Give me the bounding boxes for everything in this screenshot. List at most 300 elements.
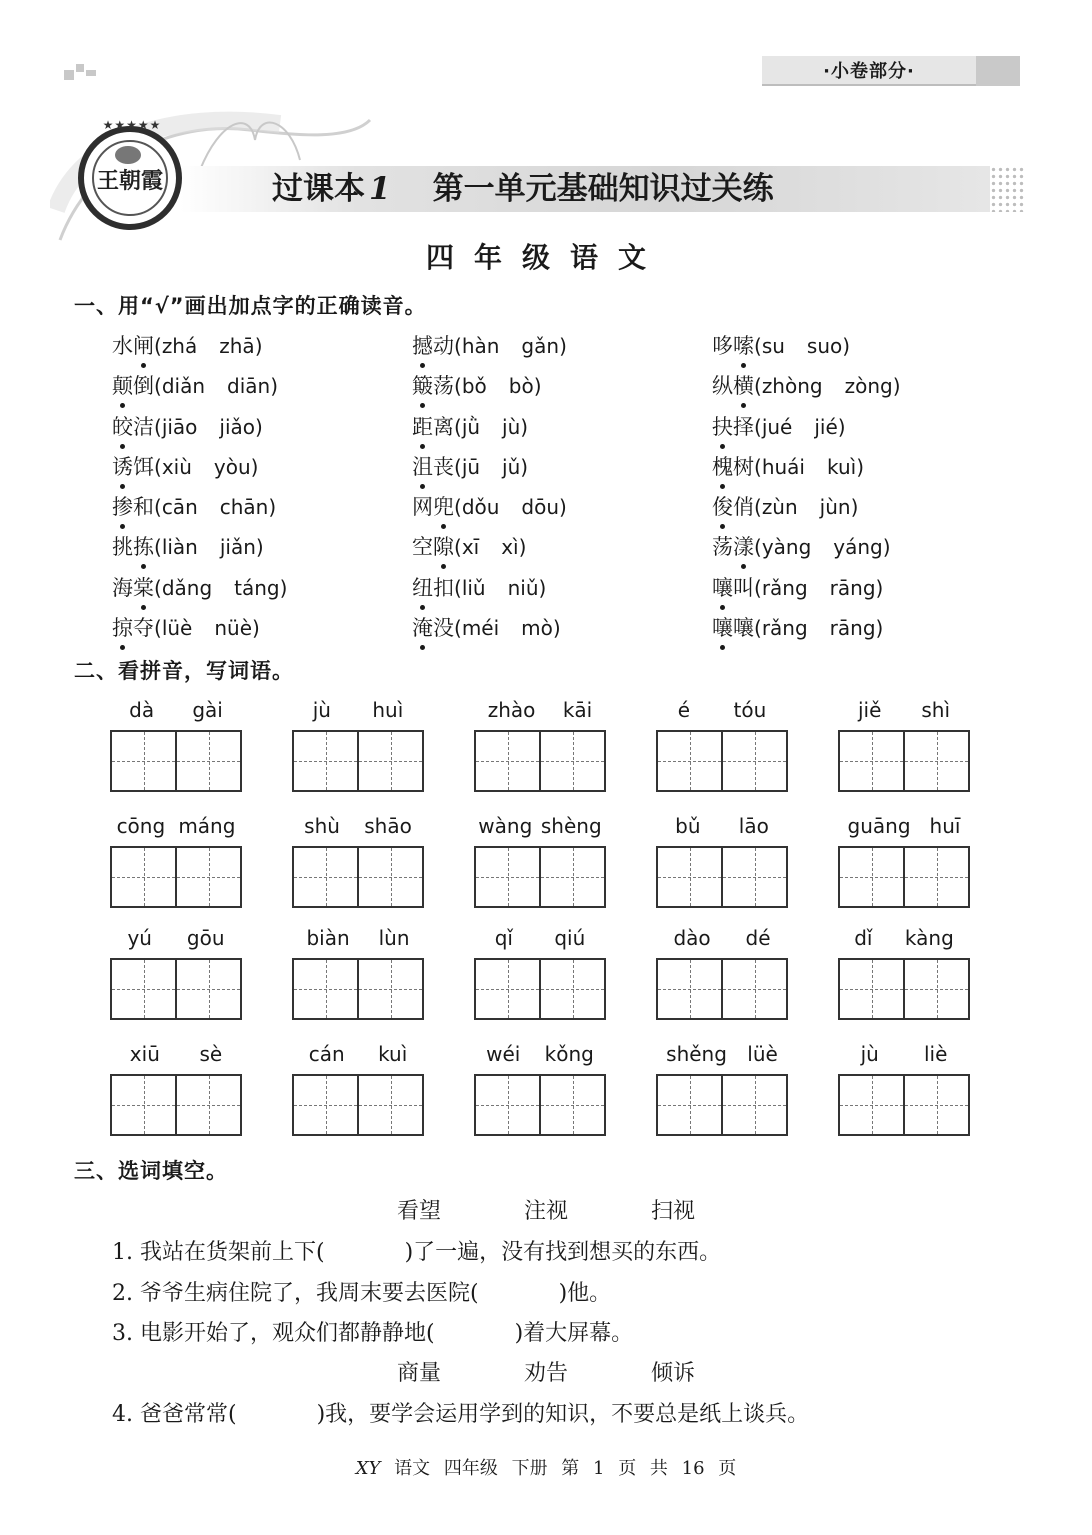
syllable: gài (192, 698, 223, 722)
dotted-char-text: 纽 (412, 575, 433, 600)
pinyin-option-a[interactable]: liǔ (461, 575, 486, 600)
pinyin-options: (dǒu dōu) (454, 495, 567, 519)
dotted-char-text: 槐 (712, 454, 733, 479)
section-tab (762, 56, 1020, 86)
word-prefix: 纵 (712, 374, 733, 399)
writing-cell[interactable] (294, 1076, 357, 1134)
writing-cell[interactable] (357, 848, 422, 906)
page-title (272, 166, 774, 212)
writing-cells (656, 730, 788, 792)
word-pinyin (292, 690, 424, 730)
writing-cells (110, 846, 242, 908)
pinyin-option-b[interactable]: jùn (819, 495, 851, 520)
pinyin-option-b[interactable]: chān (219, 495, 269, 520)
dotted-character (712, 409, 733, 445)
question-4 (112, 1397, 809, 1428)
word-box (838, 1034, 970, 1136)
choice-word: 商量 (396, 1361, 441, 1386)
writing-cell[interactable] (658, 848, 721, 906)
pinyin-option-a[interactable]: jū (461, 454, 481, 479)
emphasis-dot (420, 645, 425, 650)
section1-title: 一、用“√”画出加点字的正确读音。 (74, 294, 427, 318)
writing-cells (656, 846, 788, 908)
word (112, 529, 154, 565)
emphasis-dot (120, 403, 125, 408)
pronunciation-item (412, 570, 712, 610)
pinyin-option-b[interactable]: dōu (521, 495, 560, 520)
pinyin-options: (diǎn diān) (154, 374, 278, 398)
writing-cell[interactable] (658, 1076, 721, 1134)
dotted-character (712, 610, 733, 646)
pronunciation-item (112, 368, 412, 408)
dotted-char-text: 掺 (112, 495, 133, 520)
syllable: jiě (857, 698, 882, 722)
writing-cell[interactable] (658, 960, 721, 1018)
writing-cells (838, 846, 970, 908)
pinyin-options: (su suo) (754, 334, 850, 358)
title-part1: 过课本 (272, 171, 365, 207)
writing-cell[interactable] (539, 1076, 604, 1134)
word-suffix: 和 (133, 495, 154, 520)
pinyin-option-b[interactable]: kuì (826, 454, 857, 479)
word-suffix: 丧 (433, 454, 454, 479)
pronunciation-row (112, 489, 1012, 529)
writing-cell[interactable] (840, 732, 903, 790)
pronunciation-row (112, 409, 1012, 449)
pronunciation-item (712, 368, 1012, 408)
pronunciation-row (112, 368, 1012, 408)
pinyin-option-b[interactable]: zhā (219, 334, 255, 358)
pinyin-options: (lüè nüè) (154, 616, 260, 640)
pinyin-option-a[interactable]: hàn (461, 334, 500, 358)
choice-word: 扫视 (651, 1199, 696, 1224)
word (412, 529, 454, 565)
emphasis-dot (420, 403, 425, 408)
emphasis-dot (720, 605, 725, 610)
syllable: kuì (378, 1042, 408, 1066)
pinyin-option-b[interactable]: bò (508, 374, 534, 399)
writing-cells (474, 846, 606, 908)
pinyin-option-b[interactable]: xì (501, 535, 519, 560)
emphasis-dot (741, 363, 746, 368)
pinyin-option-b[interactable]: rāng (829, 616, 876, 641)
word-pinyin (110, 1034, 242, 1074)
word-box (110, 690, 242, 792)
writing-cell[interactable] (840, 1076, 903, 1134)
dotted-character (412, 570, 433, 606)
question-2-end: )他。 (558, 1281, 612, 1306)
word (112, 328, 154, 364)
page-footer (0, 1454, 1092, 1480)
pinyin-option-a[interactable]: zhá (161, 334, 198, 358)
word-suffix: 夺 (133, 616, 154, 641)
word (712, 570, 754, 606)
syllable: bǔ (675, 814, 701, 838)
pinyin-options: (jū jǔ) (454, 455, 528, 479)
writing-cell[interactable] (903, 1076, 968, 1134)
word (112, 449, 154, 485)
emphasis-dot (741, 564, 746, 569)
word-choices-1 (0, 1194, 1092, 1225)
pronunciation-item (112, 489, 412, 529)
writing-cell[interactable] (294, 732, 357, 790)
syllable: shì (921, 698, 950, 722)
pinyin-option-b[interactable]: yòu (213, 454, 251, 479)
pinyin-option-b[interactable]: yáng (833, 535, 883, 560)
syllable: lüè (747, 1042, 778, 1066)
syllable: sè (199, 1042, 223, 1066)
word (112, 409, 154, 445)
pronunciation-item (412, 328, 712, 368)
writing-cell[interactable] (175, 732, 240, 790)
writing-cell[interactable] (294, 848, 357, 906)
word (412, 610, 454, 646)
writing-cells (110, 1074, 242, 1136)
word-suffix: 没 (433, 616, 454, 641)
word-box (474, 1034, 606, 1136)
pinyin-option-a[interactable]: méi (461, 616, 500, 641)
writing-cell[interactable] (476, 848, 539, 906)
word-suffix: 叫 (733, 575, 754, 600)
syllable: é (677, 698, 691, 722)
word-suffix: 荡 (433, 374, 454, 399)
word-pinyin (838, 690, 970, 730)
pinyin-option-a[interactable]: dǎng (161, 575, 213, 600)
dotted-character (433, 529, 454, 565)
pinyin-option-a[interactable]: lüè (161, 616, 193, 641)
word-box (474, 690, 606, 792)
word-box (292, 1034, 424, 1136)
word-box (656, 806, 788, 908)
dotted-char-text: 嗦 (733, 334, 754, 358)
pinyin-option-a[interactable]: yàng (761, 535, 812, 560)
pinyin-option-b[interactable]: jié (814, 414, 838, 439)
word-pinyin (656, 1034, 788, 1074)
syllable: lùn (378, 926, 410, 950)
decorative-squares (64, 60, 104, 84)
dotted-char-text: 颠 (112, 374, 133, 399)
logo-text: 王朝霞 (96, 168, 163, 194)
pinyin-option-a[interactable]: huái (761, 454, 805, 479)
syllable: dào (673, 926, 711, 950)
syllable: kàng (904, 926, 954, 950)
pronunciation-row (112, 529, 1012, 569)
emphasis-dot (420, 605, 425, 610)
syllable: biàn (306, 926, 350, 950)
syllable: dé (745, 926, 771, 950)
pronunciation-row (112, 328, 1012, 368)
writing-cell[interactable] (476, 732, 539, 790)
word-suffix: 动 (433, 334, 454, 358)
word-pinyin (110, 806, 242, 846)
pinyin-options: (méi mò) (454, 616, 561, 640)
pronunciation-item (412, 368, 712, 408)
word-box (656, 690, 788, 792)
word-box (292, 806, 424, 908)
pinyin-option-a[interactable]: dǒu (461, 495, 500, 520)
word (712, 449, 754, 485)
pinyin-option-b[interactable]: nüè (214, 616, 253, 641)
syllable: dǐ (854, 926, 873, 950)
syllable: gōu (186, 926, 225, 950)
dotted-char-text: 簸 (412, 374, 433, 399)
page-subtitle: 四年级语文 (425, 241, 666, 274)
syllable: qiú (554, 926, 586, 950)
pinyin-option-a[interactable]: rǎng (761, 616, 808, 641)
syllable: guāng (847, 814, 911, 838)
question-2-start: 2. 爷爷生病住院了，我周末要去医院( (112, 1281, 479, 1306)
pinyin-option-b[interactable]: rāng (829, 575, 876, 600)
word-box (838, 806, 970, 908)
emphasis-dot (120, 484, 125, 489)
word-suffix: 倒 (133, 374, 154, 399)
dotted-char-text: 横 (733, 374, 754, 399)
word-pinyin (474, 690, 606, 730)
syllable: cōng (116, 814, 166, 838)
emphasis-dot (720, 645, 725, 650)
pronunciation-item (112, 610, 412, 650)
writing-cell[interactable] (357, 960, 422, 1018)
word (412, 449, 454, 485)
writing-cell[interactable] (840, 960, 903, 1018)
pinyin-options: (dǎng táng) (154, 576, 287, 600)
writing-cells (838, 1074, 970, 1136)
writing-cell[interactable] (294, 960, 357, 1018)
pinyin-option-b[interactable]: gǎn (521, 334, 560, 358)
word-pinyin (292, 1034, 424, 1074)
dotted-character (112, 449, 133, 485)
pinyin-options: (xiù yòu) (154, 455, 258, 479)
pinyin-options: (zhòng zòng) (754, 374, 901, 398)
pinyin-options: (rǎng rāng) (754, 576, 883, 600)
writing-cells (474, 958, 606, 1020)
pinyin-option-a[interactable]: cān (161, 495, 198, 520)
word-prefix: 海 (112, 575, 133, 600)
word-prefix: 空 (412, 535, 433, 560)
pinyin-option-b[interactable]: jù (502, 414, 521, 439)
syllable: wàng (478, 814, 533, 838)
word (712, 409, 754, 445)
pinyin-option-b[interactable]: táng (234, 575, 280, 600)
dotted-char-text: 嚷 (712, 575, 733, 600)
pronunciation-item (712, 489, 1012, 529)
pinyin-option-a[interactable]: zùn (761, 495, 798, 520)
pinyin-options: (bǒ bò) (454, 374, 542, 398)
pinyin-option-b[interactable]: diān (227, 374, 271, 399)
title-number: 1 (369, 171, 391, 207)
pinyin-option-a[interactable]: jǜ (461, 414, 481, 439)
emphasis-dot (420, 363, 425, 368)
writing-cell[interactable] (175, 960, 240, 1018)
pronunciation-item (712, 610, 1012, 650)
emphasis-dot (141, 605, 146, 610)
pronunciation-item (412, 489, 712, 529)
question-3 (112, 1316, 633, 1347)
brand-logo (78, 118, 182, 230)
writing-cell[interactable] (539, 732, 604, 790)
word-box (656, 1034, 788, 1136)
word-box (292, 918, 424, 1020)
pinyin-options: (jǜ jù) (454, 415, 528, 439)
writing-cells (292, 1074, 424, 1136)
dotted-character (433, 489, 454, 525)
section2-title: 二、看拼音，写词语。 (74, 659, 294, 683)
writing-cells (110, 958, 242, 1020)
word-box (292, 690, 424, 792)
writing-cell[interactable] (721, 960, 786, 1018)
question-1-end: )了一遍，没有找到想买的东西。 (404, 1240, 722, 1265)
writing-cell[interactable] (721, 848, 786, 906)
section3-title: 三、选词填空。 (74, 1159, 228, 1183)
pinyin-option-b[interactable]: niǔ (507, 575, 539, 600)
word-pinyin (110, 918, 242, 958)
word-pinyin (474, 806, 606, 846)
writing-cell[interactable] (539, 960, 604, 1018)
dotted-character (712, 449, 733, 485)
writing-cell[interactable] (357, 732, 422, 790)
writing-cell[interactable] (721, 1076, 786, 1134)
word-pinyin (474, 1034, 606, 1074)
word (412, 409, 454, 445)
writing-cell[interactable] (903, 848, 968, 906)
writing-cells (292, 846, 424, 908)
pronunciation-item (712, 328, 1012, 368)
word (712, 368, 754, 404)
dotted-char-text: 隙 (433, 535, 454, 560)
word-suffix: 洁 (133, 414, 154, 439)
dotted-char-text: 抉 (712, 414, 733, 439)
writing-cell[interactable] (175, 1076, 240, 1134)
writing-cell[interactable] (476, 1076, 539, 1134)
writing-cell[interactable] (357, 1076, 422, 1134)
pinyin-option-b[interactable]: mò (521, 616, 553, 641)
writing-cell[interactable] (112, 848, 175, 906)
section-tab-label: ·小卷部分· (762, 56, 976, 86)
word-box (110, 806, 242, 908)
word-row (110, 806, 970, 908)
writing-cells (474, 730, 606, 792)
dotted-char-text: 掠 (112, 616, 133, 641)
pinyin-option-a[interactable]: zhòng (761, 374, 823, 399)
syllable: qǐ (494, 926, 513, 950)
syllable: máng (178, 814, 236, 838)
writing-cell[interactable] (840, 848, 903, 906)
pinyin-option-a[interactable]: su (761, 334, 785, 358)
dotted-character (733, 529, 754, 565)
writing-cell[interactable] (903, 732, 968, 790)
pinyin-option-b[interactable]: jiǎo (219, 414, 256, 439)
pinyin-option-a[interactable]: xī (461, 535, 480, 560)
dotted-character (412, 368, 433, 404)
pronunciation-item (112, 529, 412, 569)
syllable: yú (127, 926, 152, 950)
writing-cell[interactable] (539, 848, 604, 906)
pinyin-options: (huái kuì) (754, 455, 864, 479)
pinyin-option-a[interactable]: jiāo (161, 414, 198, 439)
dotted-character (412, 610, 433, 646)
word-pinyin (838, 806, 970, 846)
writing-cells (838, 730, 970, 792)
pinyin-option-b[interactable]: suo (806, 334, 843, 358)
writing-cell[interactable] (658, 732, 721, 790)
emphasis-dot (441, 564, 446, 569)
logo-emblem (115, 146, 141, 164)
pinyin-option-b[interactable]: jiǎn (219, 535, 256, 560)
word-choices-2 (0, 1356, 1092, 1387)
writing-cells (292, 958, 424, 1020)
dotted-char-text: 兜 (433, 495, 454, 520)
word-box (474, 806, 606, 908)
pinyin-options: (jué jié) (754, 415, 846, 439)
word-prefix: 网 (412, 495, 433, 520)
pinyin-option-a[interactable]: bǒ (461, 374, 487, 399)
word-suffix: 俏 (733, 495, 754, 520)
pinyin-option-a[interactable]: diǎn (161, 374, 205, 399)
emphasis-dot (141, 564, 146, 569)
pronunciation-item (112, 328, 412, 368)
pinyin-option-a[interactable]: liàn (161, 535, 198, 560)
choice-word: 注视 (523, 1199, 568, 1224)
dotted-character (412, 328, 433, 364)
pronunciation-item (412, 449, 712, 489)
pinyin-option-a[interactable]: rǎng (761, 575, 808, 600)
writing-cells (838, 958, 970, 1020)
writing-cell[interactable] (112, 732, 175, 790)
word-prefix: 荡 (712, 535, 733, 560)
pinyin-option-b[interactable]: jǔ (502, 454, 521, 479)
writing-cell[interactable] (476, 960, 539, 1018)
emphasis-dot (720, 444, 725, 449)
dotted-character (112, 610, 133, 646)
emphasis-dot (120, 524, 125, 529)
emphasis-dot (141, 363, 146, 368)
writing-cell[interactable] (112, 1076, 175, 1134)
writing-cell[interactable] (175, 848, 240, 906)
word-box (838, 690, 970, 792)
syllable: zhào (487, 698, 536, 722)
pinyin-options: (liǔ niǔ) (454, 576, 546, 600)
dotted-char-text: 闸 (133, 334, 154, 358)
pinyin-option-a[interactable]: xiù (161, 454, 192, 479)
word (712, 489, 754, 525)
choice-word: 劝告 (523, 1361, 568, 1386)
writing-cell[interactable] (903, 960, 968, 1018)
dotted-char-text: 嚷 (712, 616, 733, 641)
word-pinyin (838, 918, 970, 958)
pronunciation-list (112, 328, 1012, 650)
pinyin-option-b[interactable]: zòng (844, 374, 893, 399)
pinyin-options: (liàn jiǎn) (154, 535, 264, 559)
dotted-char-text: 淹 (412, 616, 433, 641)
dotted-char-text: 距 (412, 414, 433, 439)
writing-cell[interactable] (112, 960, 175, 1018)
syllable: tóu (733, 698, 767, 722)
pronunciation-row (112, 570, 1012, 610)
dotted-character (133, 328, 154, 364)
word-prefix: 哆 (712, 334, 733, 358)
question-3-start: 3. 电影开始了，观众们都静静地( (112, 1321, 435, 1346)
writing-cell[interactable] (721, 732, 786, 790)
dotted-character (733, 328, 754, 364)
pinyin-option-a[interactable]: jué (761, 414, 793, 439)
dotted-character (112, 409, 133, 445)
word (712, 328, 754, 364)
word (712, 610, 754, 646)
pinyin-options: (cān chān) (154, 495, 276, 519)
word-pinyin (838, 1034, 970, 1074)
emphasis-dot (441, 524, 446, 529)
word-pinyin (656, 918, 788, 958)
